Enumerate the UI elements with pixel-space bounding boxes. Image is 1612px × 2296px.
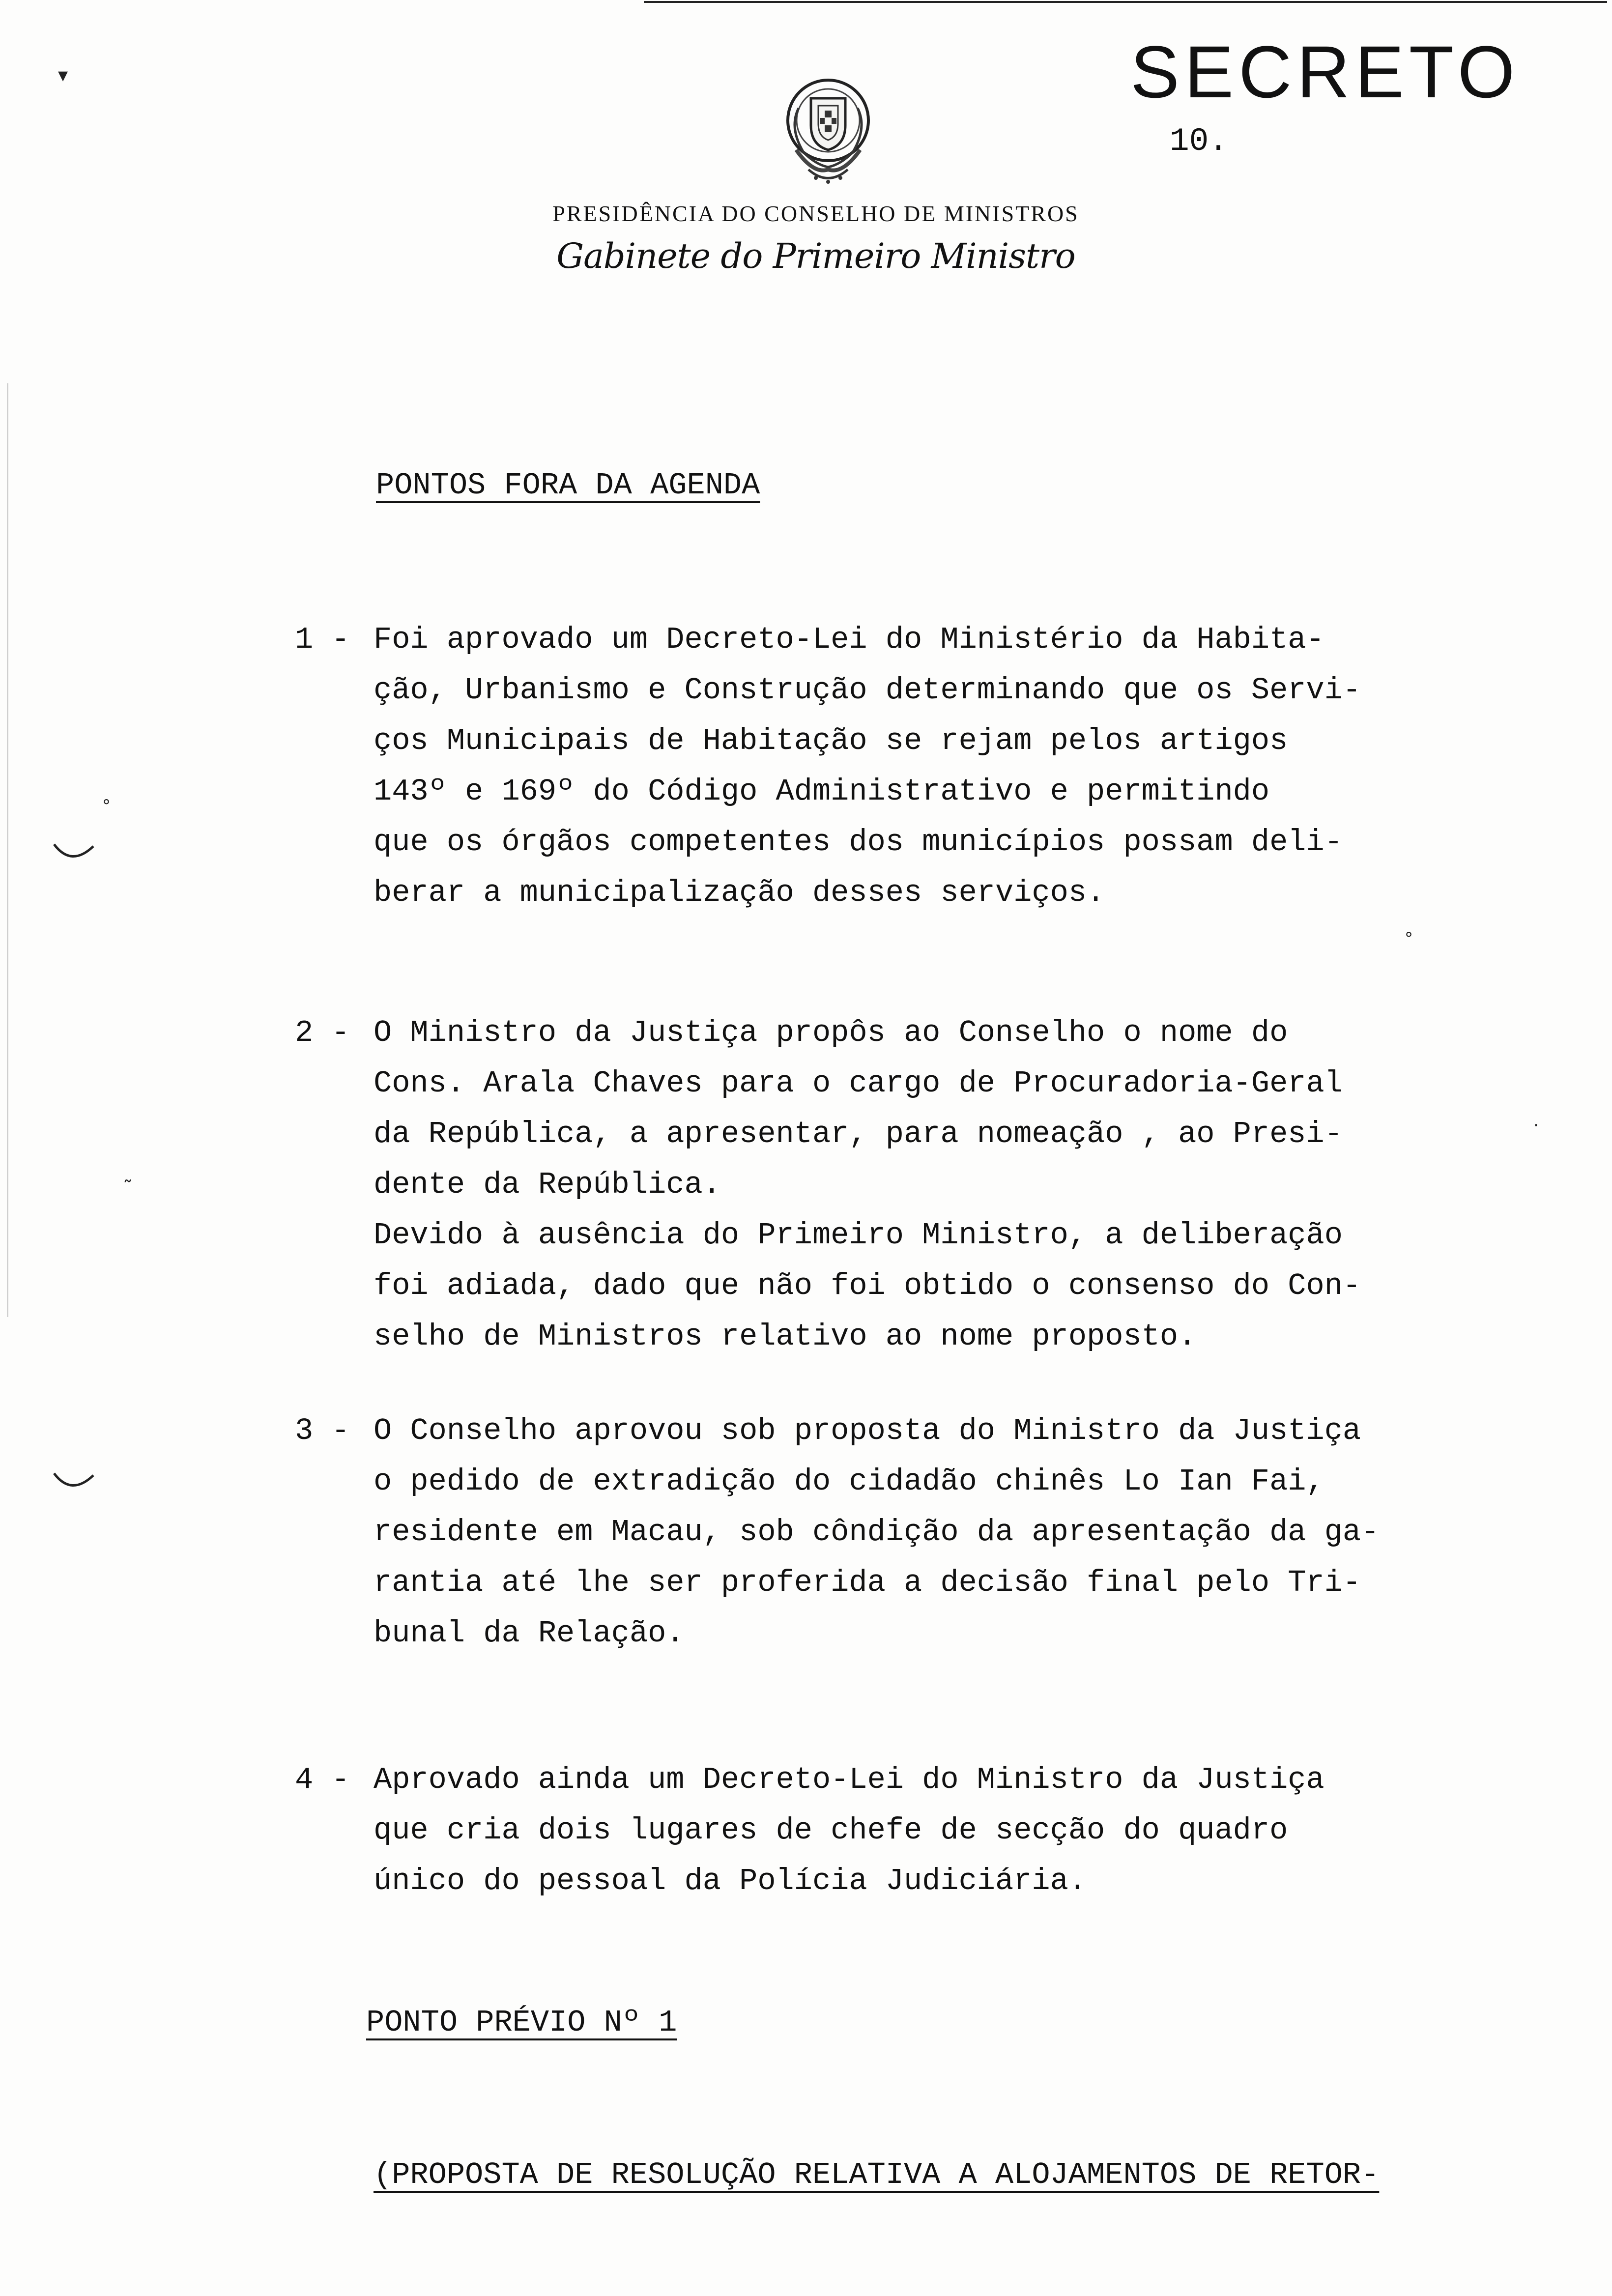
item-line: O Conselho aprovou sob proposta do Ministro da Justiça (374, 1413, 1361, 1448)
scan-edge-line (7, 383, 8, 1317)
item-text (374, 1406, 1484, 1659)
item-line: o pedido de extradição do cidadão chinês Lo Ian Fai, (374, 1464, 1324, 1499)
item-line: que cria dois lugares de chefe de secção do quadro (374, 1813, 1288, 1848)
item-line: O Ministro da Justiça propôs ao Conselho o nome do (374, 1015, 1288, 1050)
item-line: ços Municipais de Habitação se rejam pelos artigos (374, 723, 1288, 758)
margin-mark: ▾ (58, 64, 68, 86)
page-number: 10. (1170, 123, 1228, 160)
item-line: da República, a apresentar, para nomeação , ao Presi- (374, 1117, 1343, 1151)
item-line: Cons. Arala Chaves para o cargo de Procuradoria-Geral (374, 1066, 1343, 1101)
margin-mark: ˜ (123, 1177, 133, 1200)
item-line: Aprovado ainda um Decreto-Lei do Ministro da Justiça (374, 1762, 1324, 1797)
prior-point-heading: PONTO PRÉVIO Nº 1 (366, 2005, 677, 2040)
item-number: 4 - (295, 1762, 350, 1797)
item-number: 2 - (295, 1015, 350, 1050)
item-text (374, 614, 1484, 918)
item-text (374, 1754, 1484, 1906)
item-line: rantia até lhe ser proferida a decisão final pelo Tri- (374, 1565, 1361, 1600)
item-text (374, 1007, 1484, 1362)
item-number: 1 - (295, 622, 350, 657)
office-subheader: Gabinete do Primeiro Ministro (556, 236, 1075, 276)
item-line: que os órgãos competentes dos municípios possam deli- (374, 825, 1343, 860)
item-line: Foi aprovado um Decreto-Lei do Ministério da Habita- (374, 622, 1324, 657)
margin-hole-mark (49, 835, 98, 865)
top-edge-rule (644, 1, 1607, 3)
item-line: dente da República. (374, 1167, 721, 1202)
proposal-heading: (PROPOSTA DE RESOLUÇÃO RELATIVA A ALOJAMENTOS DE RETOR- (374, 2157, 1380, 2192)
margin-mark: ° (1405, 929, 1413, 948)
item-line: foi adiada, dado que não foi obtido o consenso do Con- (374, 1268, 1361, 1303)
item-line: berar a municipalização desses serviços. (374, 875, 1105, 910)
item-line: selho de Ministros relativo ao nome proposto. (374, 1319, 1197, 1354)
institution-header: PRESIDÊNCIA DO CONSELHO DE MINISTROS (552, 201, 1079, 226)
off-agenda-heading: PONTOS FORA DA AGENDA (376, 468, 760, 503)
secret-stamp: SECRETO (1130, 30, 1520, 113)
coat-of-arms-emblem (769, 64, 887, 192)
item-line: bunal da Relação. (374, 1616, 685, 1651)
item-line: único do pessoal da Polícia Judiciária. (374, 1864, 1087, 1898)
margin-mark: ° (102, 796, 111, 816)
margin-hole-mark (49, 1464, 98, 1494)
margin-mark: · (1533, 1116, 1539, 1135)
item-line: residente em Macau, sob côndição da apresentação da ga- (374, 1515, 1380, 1550)
item-number: 3 - (295, 1413, 350, 1448)
item-line: ção, Urbanismo e Construção determinando que os Servi- (374, 673, 1361, 708)
item-line: Devido à ausência do Primeiro Ministro, a deliberação (374, 1218, 1343, 1253)
item-line: 143º e 169º do Código Administrativo e permitindo (374, 774, 1270, 809)
